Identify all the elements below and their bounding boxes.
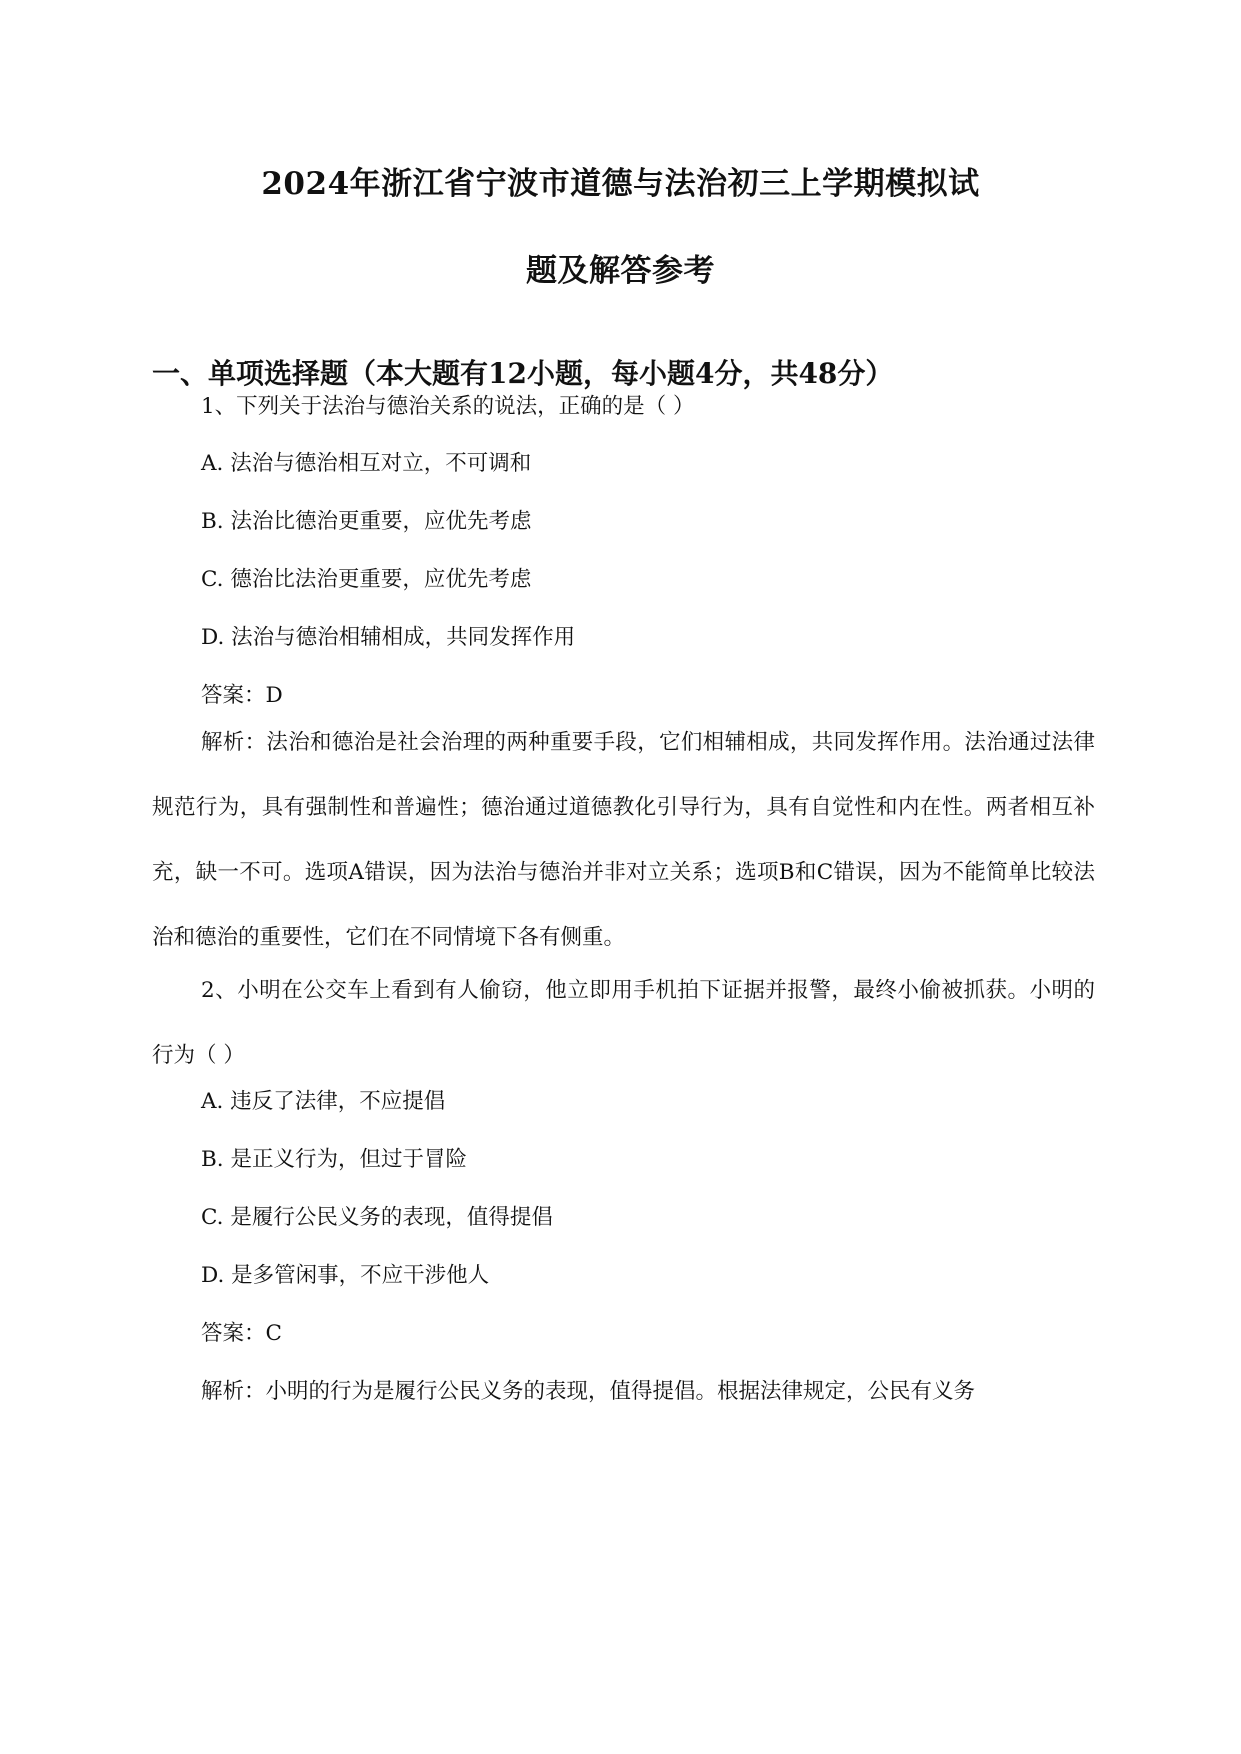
document-title-line1: 2024年浙江省宁波市道德与法治初三上学期模拟试 <box>261 166 980 202</box>
question-1-answer: 答案：D <box>201 683 283 708</box>
section-heading: 一、单项选择题（本大题有12小题，每小题4分，共48分） <box>152 357 894 390</box>
document-title-line2: 题及解答参考 <box>526 253 715 289</box>
question-1-option-b: B. 法治比德治更重要，应优先考虑 <box>201 509 532 534</box>
question-1-option-a: A. 法治与德治相互对立，不可调和 <box>201 451 532 476</box>
question-2-option-d: D. 是多管闲事，不应干涉他人 <box>201 1263 490 1288</box>
question-2-option-b: B. 是正义行为，但过于冒险 <box>201 1147 467 1172</box>
question-2-option-a: A. 违反了法律，不应提倡 <box>201 1089 446 1114</box>
question-2-option-c: C. 是履行公民义务的表现，值得提倡 <box>201 1205 553 1230</box>
question-1-option-d: D. 法治与德治相辅相成，共同发挥作用 <box>201 625 576 650</box>
question-2-analysis: 解析：小明的行为是履行公民义务的表现，值得提倡。根据法律规定，公民有义务 <box>201 1379 976 1404</box>
question-1-analysis: 解析：法治和德治是社会治理的两种重要手段，它们相辅相成，共同发挥作用。法治通过法律规范行为，具有强制性和普遍性；德治通过道德教化引导行为，具有自觉性和内在性。两者相互补充，缺一不可。选项A错误，因为法治与德治并非对立关系；选项B和C错误，因为不能简单比较法治和德治的重要性，它们在不同情境下各有侧重。 <box>152 730 1095 950</box>
question-1-option-c: C. 德治比法治更重要，应优先考虑 <box>201 567 532 592</box>
question-2-stem: 2、小明在公交车上看到有人偷窃，他立即用手机拍下证据并报警，最终小偷被抓获。小明的行为（ ） <box>152 978 1095 1068</box>
question-2-answer: 答案：C <box>201 1321 282 1346</box>
question-1-stem: 1、下列关于法治与德治关系的说法，正确的是（ ） <box>201 394 695 419</box>
